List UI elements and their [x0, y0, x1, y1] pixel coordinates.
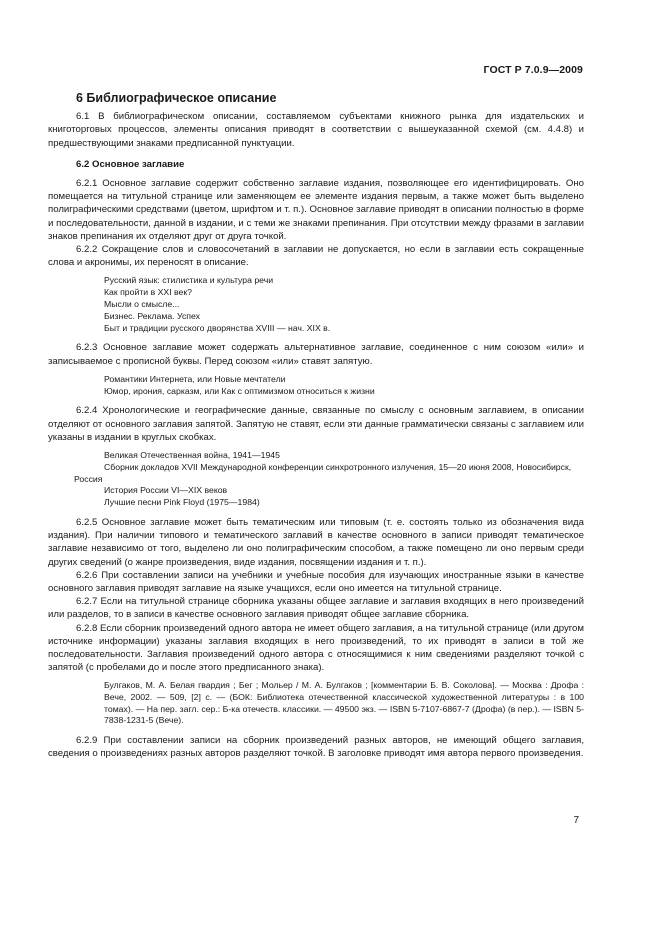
example-6-2-8: Булгаков, М. А. Белая гвардия ; Бег ; Мольер / М. А. Булгаков ; [комментарии Б. В. Соколова]. — Москва : Дрофа : Вече, 2002. — 509, [2] с. — (БОК: Библиотека отечественной классической художественной литературы : в 100 томах). — На пер. загл. сер.: Б-ка отечеств. классики. — 49500 экз. — ISBN 5-7107-6867-7 (Дрофа) (в пер.). — ISBN 5-7838-1231-5 (Вече).: [104, 680, 584, 726]
paragraph-6-2-7: 6.2.7 Если на титульной странице сборника указаны общее заглавие и заглавия входящих в него произведений или разделов, то в записи в качестве основного заглавия приводят общее заглавие сборника.: [48, 596, 584, 621]
example-line: Романтики Интернета, или Новые мечтатели: [104, 373, 286, 384]
example-line: Быт и традиции русского дворянства XVIII — нач. XIX в.: [104, 322, 331, 333]
example-line: Лучшие песни Pink Floyd (1975—1984): [104, 497, 260, 508]
page-content: [48, 92, 584, 760]
paragraph-6-2-5: 6.2.5 Основное заглавие может быть тематическим или типовым (т. е. состоять только из обозначения вида издания). При наличии типового и тематического заглавий в качестве основного в записи приводят тематическое заглавие независимо от того, выделено ли оно полиграфическим способом, а также помещено ли оно первым среди других сведений (о жанре произведения, виде издания, посвящении издания и т. п.).: [48, 517, 584, 568]
example-line: Бизнес. Реклама. Успех: [104, 310, 200, 321]
paragraph-6-2-1: 6.2.1 Основное заглавие содержит собственно заглавие издания, позволяющее его идентифицировать. Оно помещается на титульной странице или заменяющем ее элементе издания первым, а также может быть выделено полиграфическими средствами (цветом, шрифтом и т. п.). Основное заглавие приводят в описании полностью в форме и последовательности, данной в издании, и с теми же знаками препинания. При отсутствии между фразами в заглавии знаков препинания их отделяют друг от друга точкой.: [48, 178, 584, 242]
paragraph-6-2-8: 6.2.8 Если сборник произведений одного автора не имеет общего заглавия, а на титульной странице (или другом источнике информации) указаны заглавия входящих в него произведений, то их приводят в записи в той же последовательности. Заглавия произведений одного автора с относящимися к ним сведениями разделяют точкой с запятой (с пробелами до и после этого предписанного знака).: [48, 622, 584, 674]
paragraph-6-2-2: 6.2.2 Сокращение слов и словосочетаний в заглавии не допускается, но если в заглавии есть сокращенные слова и акронимы, их переносят в описание.: [48, 244, 584, 269]
examples-6-2-2: [104, 275, 584, 334]
paragraph-6-1: 6.1 В библиографическом описании, составляемом субъектами книжного рынка для издательских и книготорговых процессов, элементы описания приводят в соответствии с вышеуказанной схемой (см. 4.4.8) и предшествующими знаками предписанной пунктуации.: [48, 111, 584, 149]
example-line: Сборник докладов XVII Международной конференции синхротронного излучения, 15—20 июня 2008, Новосибирск, Россия: [74, 461, 572, 484]
examples-6-2-4: [74, 450, 584, 509]
examples-6-2-3: [104, 374, 584, 398]
paragraph-6-2-9: 6.2.9 При составлении записи на сборник произведений разных авторов, не имеющий общего заглавия, сведения о произведениях разных авторов разделяют точкой. В заголовке приводят имя автора первого произведения.: [48, 734, 584, 760]
example-line: Как пройти в XXI век?: [104, 287, 192, 298]
example-line: История России VI—XIX веков: [104, 485, 228, 496]
page-number: 7: [573, 815, 579, 826]
example-line: Великая Отечественная война, 1941—1945: [104, 450, 280, 461]
paragraph-6-2-4: 6.2.4 Хронологические и географические данные, связанные по смыслу с основным заглавием, в описании отделяют от основного заглавия запятой. Запятую не ставят, если эти данные грамматически связаны с заглавием или указаны в издании в круглых скобках.: [48, 405, 584, 443]
subsection-title: 6.2 Основное заглавие: [76, 158, 185, 170]
standard-designation: ГОСТ Р 7.0.9—2009: [483, 64, 583, 76]
example-line: Русский язык: стилистика и культура речи: [104, 275, 274, 286]
example-line: Юмор, ирония, сарказм, или Как с оптимизмом относиться к жизни: [104, 385, 375, 396]
paragraph-6-2-3: 6.2.3 Основное заглавие может содержать альтернативное заглавие, соединенное с ним союзом «или» и записываемое с прописной буквы. Перед союзом «или» ставят запятую.: [48, 342, 584, 367]
section-title: 6 Библиографическое описание: [76, 91, 277, 105]
example-line: Мысли о смысле...: [104, 299, 180, 310]
paragraph-6-2-6: 6.2.6 При составлении записи на учебники и учебные пособия для изучающих иностранные языки в качестве основного заглавия приводят заглавие на языке учащихся, если оно имеется на титульной странице.: [48, 569, 584, 595]
